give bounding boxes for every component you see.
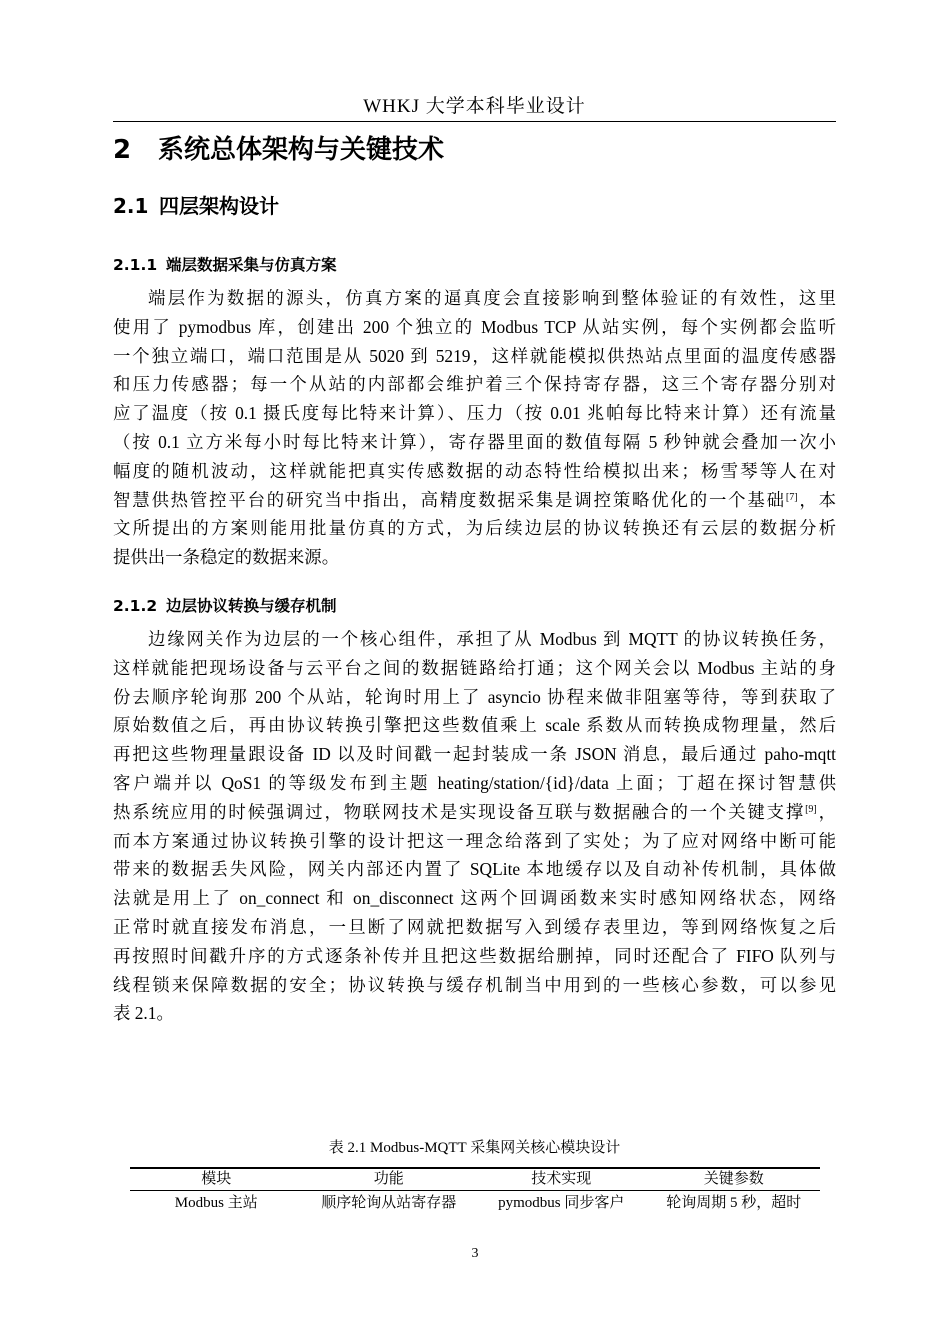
paragraph-line: 再按照时间戳升序的方式逐条补传并且把这些数据给删掉，同时还配合了 FIFO 队列与	[113, 945, 836, 966]
page-number: 3	[471, 1246, 479, 1261]
paragraph-line: 文所提出的方案则能用批量仿真的方式，为后续边层的协议转换还有云层的数据分析	[113, 518, 836, 539]
subsection-title: 端层数据采集与仿真方案	[166, 256, 337, 274]
column-header: 技术实现	[475, 1168, 648, 1191]
header-rule	[113, 121, 836, 122]
column-header: 功能	[303, 1168, 476, 1191]
paragraph-line: 表 2.1。	[113, 1003, 174, 1024]
paragraph-line: 客户端并以 QoS1 的等级发布到主题 heating/station/{id}/data 上面；丁超在探讨智慧供	[113, 772, 836, 793]
paragraph-1	[113, 284, 836, 572]
paragraph-line: 而本方案通过协议转换引擎的设计把这一理念给落到了实处；为了应对网络中断可能	[113, 830, 836, 851]
paragraph-line: 份去顺序轮询那 200 个从站，轮询时用上了 asyncio 协程来做非阻塞等待，等到获取了	[113, 686, 836, 707]
paragraph-line: 幅度的随机波动，这样就能把真实传感数据的动态特性给模拟出来；杨雪琴等人在对	[113, 460, 836, 481]
paragraph-line: 和压力传感器；每一个从站的内部都会维护着三个保持寄存器，这三个寄存器分别对	[113, 374, 836, 395]
paragraph-line: 边缘网关作为边层的一个核心组件，承担了从 Modbus 到 MQTT 的协议转换任务，	[148, 629, 836, 649]
chapter-number: 2	[113, 135, 132, 165]
citation-ref[interactable]: [7]	[785, 491, 798, 503]
line-text: 热系统应用的时候强调过，物联网技术是实现设备互联与数据融合的一个关键支撑	[113, 801, 806, 822]
column-header: 模块	[130, 1168, 303, 1191]
table-cell: 轮询周期 5 秒，超时	[666, 1195, 802, 1211]
paragraph-line: 带来的数据丢失风险，网关内部还内置了 SQLite 本地缓存以及自动补传机制，具体做	[113, 859, 836, 880]
table-cell: pymodbus 同步客户	[498, 1195, 625, 1211]
chapter-heading	[113, 132, 444, 168]
subsection-title: 边层协议转换与缓存机制	[166, 597, 337, 615]
subsection-number: 2.1.1	[113, 256, 158, 274]
paragraph-line: 端层作为数据的源头，仿真方案的逼真度会直接影响到整体验证的有效性，这里	[148, 288, 836, 308]
module-table	[130, 1167, 820, 1215]
table-caption: 表 2.1 Modbus-MQTT 采集网关核心模块设计	[328, 1140, 621, 1156]
table-header-row	[130, 1168, 820, 1191]
paragraph-line: 使用了 pymodbus 库，创建出 200 个独立的 Modbus TCP 从站实例，每个实例都会监听	[113, 316, 836, 337]
paragraph-line: 提供出一条稳定的数据来源。	[113, 547, 340, 568]
paragraph-line: 法就是用上了 on_connect 和 on_disconnect 这两个回调函数来实时感知网络状态，网络	[113, 888, 836, 909]
paragraph-line	[113, 798, 836, 827]
paragraph-line: 应了温度（按 0.1 摄氏度每比特来计算）、压力（按 0.01 兆帕每比特来计算）还有流量	[113, 403, 836, 424]
paragraph-2	[113, 625, 836, 1028]
column-header: 关键参数	[648, 1168, 821, 1191]
subsection-heading-1	[113, 253, 337, 277]
line-text: ，本	[797, 489, 836, 510]
paragraph-line	[113, 486, 836, 515]
paragraph-line: 正常时就直接发布消息，一旦断了网就把数据写入到缓存表里边，等到网络恢复之后	[113, 916, 836, 937]
table-row	[130, 1191, 820, 1216]
paragraph-line: 原始数值之后，再由协议转换引擎把这些数值乘上 scale 系数从而转换成物理量，然后	[113, 715, 836, 736]
line-text: ，	[816, 801, 836, 822]
chapter-title: 系统总体架构与关键技术	[158, 135, 445, 165]
paragraph-line: 一个独立端口，端口范围是从 5020 到 5219，这样就能模拟供热站点里面的温度传感器	[113, 345, 836, 366]
line-text: 智慧供热管控平台的研究当中指出，高精度数据采集是调控策略优化的一个基础	[113, 489, 786, 510]
section-title: 四层架构设计	[159, 194, 279, 218]
page-header: WHKJ 大学本科毕业设计	[363, 96, 586, 117]
table-cell: Modbus 主站	[174, 1195, 258, 1211]
section-number: 2.1	[113, 194, 149, 218]
table-cell: 顺序轮询从站寄存器	[321, 1195, 457, 1211]
paragraph-line: 再把这些物理量跟设备 ID 以及时间戳一起封装成一条 JSON 消息，最后通过 paho-mqtt	[113, 744, 836, 765]
paragraph-line: 这样就能把现场设备与云平台之间的数据链路给打通；这个网关会以 Modbus 主站的身	[113, 657, 836, 678]
paragraph-line: 线程锁来保障数据的安全；协议转换与缓存机制当中用到的一些核心参数，可以参见	[113, 974, 836, 995]
citation-ref[interactable]: [9]	[805, 803, 817, 815]
subsection-number: 2.1.2	[113, 597, 158, 615]
paragraph-line: （按 0.1 立方米每小时每比特来计算），寄存器里面的数值每隔 5 秒钟就会叠加一次小	[113, 431, 836, 452]
subsection-heading-2	[113, 594, 337, 618]
section-heading	[113, 191, 279, 221]
